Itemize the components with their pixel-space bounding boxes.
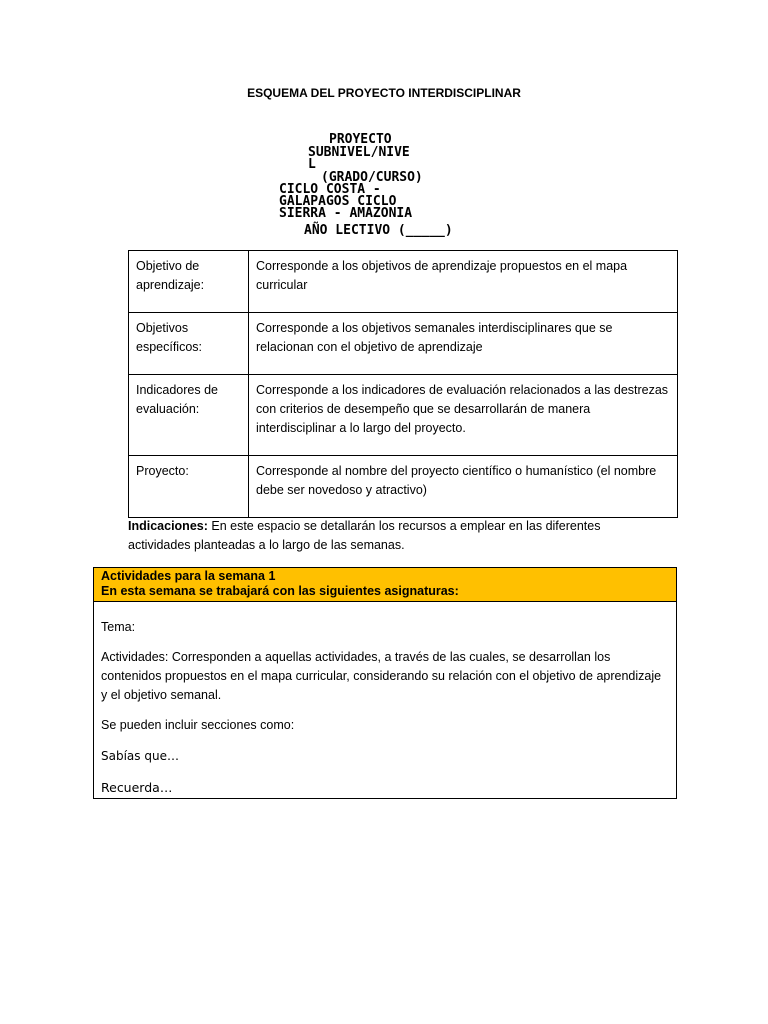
table-row [129, 251, 678, 313]
week-header-subjects: En esta semana se trabajará con las siguientes asignaturas: [101, 584, 459, 598]
week-header [94, 568, 676, 602]
table-row [129, 375, 678, 456]
row-label-proyecto: Proyecto: [129, 456, 249, 518]
row-text-especificos: Corresponde a los objetivos semanales interdisciplinares que se relacionan con el objetivo de aprendizaje [249, 313, 678, 375]
row-text-objetivo: Corresponde a los objetivos de aprendizaje propuestos en el mapa curricular [249, 251, 678, 313]
heading-line-l: L [308, 157, 316, 172]
project-info-table [128, 250, 678, 518]
indicaciones-label: Indicaciones: [128, 519, 208, 533]
heading-line-ano-lectivo: AÑO LECTIVO (_____) [304, 223, 453, 238]
secciones-paragraph: Se pueden incluir secciones como: [101, 718, 295, 732]
heading-line-subnivel: SUBNIVEL/NIVE [308, 145, 410, 160]
row-label-especificos: Objetivos específicos: [129, 313, 249, 375]
week-activities-box [93, 567, 677, 799]
table-row [129, 456, 678, 518]
heading-line-proyecto: PROYECTO [329, 132, 392, 147]
heading-line-costa: CICLO COSTA - [279, 182, 381, 197]
row-label-objetivo: Objetivo de aprendizaje: [129, 251, 249, 313]
document-title: ESQUEMA DEL PROYECTO INTERDISCIPLINAR [247, 86, 521, 100]
heading-line-galapagos: GALAPAGOS CICLO [279, 194, 397, 209]
row-text-indicadores: Corresponde a los indicadores de evaluación relacionados a las destrezas con criterios de desempeño que se desarrollarán de manera interdisciplinar a lo largo del proyecto. [249, 375, 678, 456]
recuerda-section: Recuerda… [101, 780, 173, 795]
table-row [129, 313, 678, 375]
week-body [94, 602, 676, 797]
actividades-paragraph: Actividades: Corresponden a aquellas actividades, a través de las cuales, se desarrollan los contenidos propuestos en el mapa curricular, considerando su relación con el objetivo de aprendizaje y el objetivo semanal. [101, 650, 662, 702]
indicaciones-paragraph [128, 517, 658, 555]
heading-line-sierra: SIERRA - AMAZONIA [279, 206, 413, 221]
row-text-proyecto: Corresponde al nombre del proyecto científico o humanístico (el nombre debe ser novedoso y atractivo) [249, 456, 678, 518]
row-label-indicadores: Indicadores de evaluación: [129, 375, 249, 456]
sabias-que-section: Sabías que… [101, 749, 179, 763]
week-header-title: Actividades para la semana 1 [101, 569, 276, 583]
indicaciones-text: En este espacio se detallarán los recursos a emplear en las diferentes actividades planteadas a lo largo de las semanas. [128, 519, 601, 552]
tema-label: Tema: [101, 620, 136, 634]
heading-line-grado: (GRADO/CURSO) [321, 170, 423, 185]
